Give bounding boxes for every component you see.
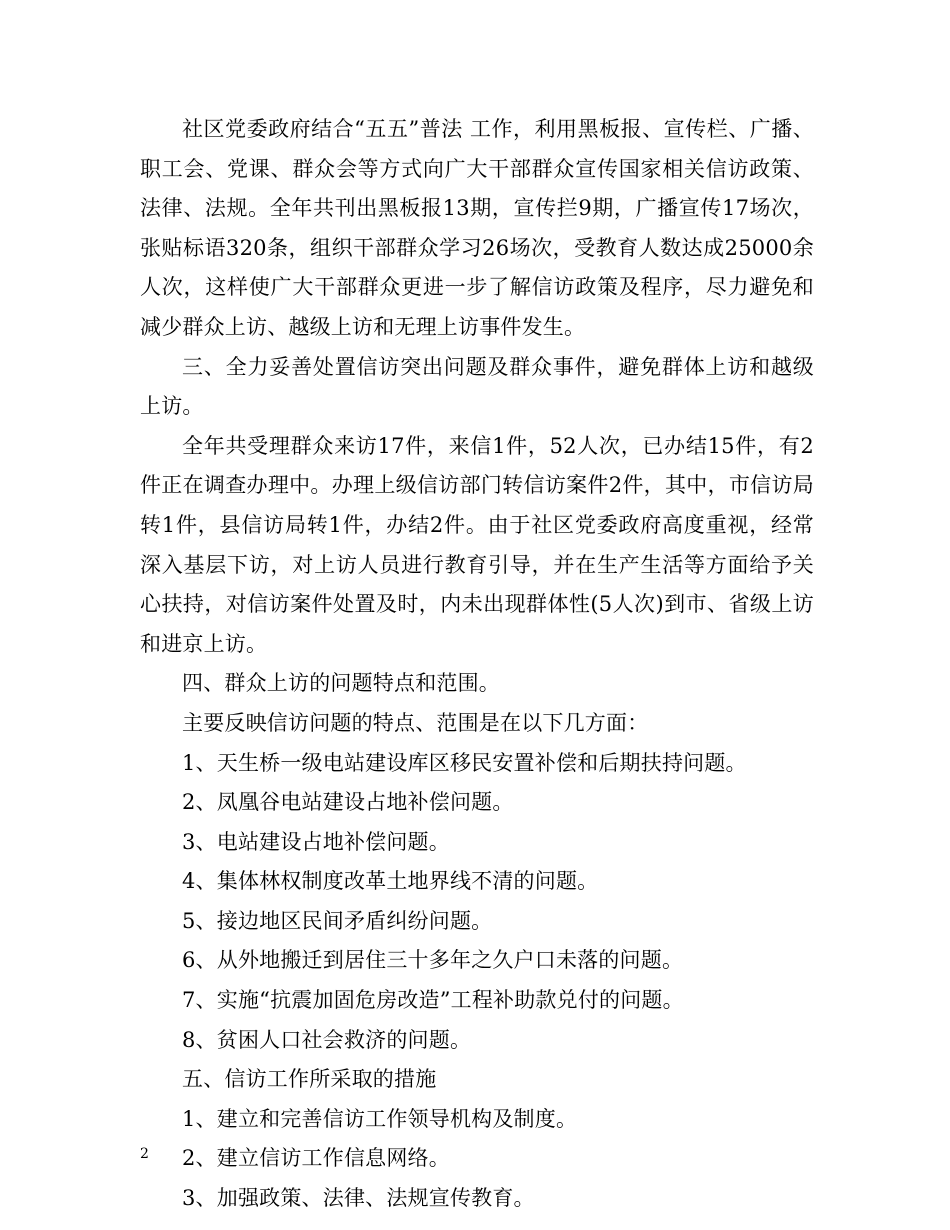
paragraph-publicity: 社区党委政府结合“五五”普法 工作，利用黑板报、宣传栏、广播、职工会、党课、群众会等方式向广大干部群众宣传国家相关信访政策、法律、法规。全年共刊出黑板报13期，宣传拦9期，广播宣传17场次，张贴标语320条，组织干部群众学习26场次，受教育人数达成25000余人次，这样使广大干部群众更进一步了解信访政策及程序，尽力避免和减少群众上访、越级上访和无理上访事件发生。 bbox=[140, 117, 814, 339]
list-item-measure-1: 1、建立和完善信访工作领导机构及制度。 bbox=[182, 1106, 578, 1131]
list-item-issue-3: 3、电站建设占地补偿问题。 bbox=[182, 829, 450, 854]
list-item-issue-8: 8、贫困人口社会救济的问题。 bbox=[182, 1027, 472, 1052]
list-item-measure-2: 2、建立信访工作信息网络。 bbox=[182, 1146, 450, 1171]
paragraph-issue-intro: 主要反映信访问题的特点、范围是在以下几方面： bbox=[182, 710, 649, 735]
list-item-issue-1: 1、天生桥一级电站建设库区移民安置补偿和后期扶持问题。 bbox=[182, 750, 747, 775]
list-item-issue-6: 6、从外地搬迁到居住三十多年之久户口未落的问题。 bbox=[182, 948, 684, 973]
list-item-issue-7: 7、实施“抗震加固危房改造”工程补助款兑付的问题。 bbox=[182, 988, 684, 1013]
list-item-issue-2: 2、凤凰谷电站建设占地补偿问题。 bbox=[182, 790, 514, 815]
heading-section-five: 五、信访工作所采取的措施 bbox=[182, 1067, 437, 1092]
list-item-issue-5: 5、接边地区民间矛盾纠纷问题。 bbox=[182, 908, 493, 933]
page-number: 2 bbox=[140, 1146, 149, 1162]
list-item-issue-4: 4、集体林权制度改革土地界线不清的问题。 bbox=[182, 869, 599, 894]
document-body bbox=[140, 110, 814, 1219]
paragraph-case-handling: 全年共受理群众来访17件，来信1件，52人次，已办结15件，有2件正在调查办理中。办理上级信访部门转信访案件2件，其中，市信访局转1件，县信访局转1件，办结2件。由于社区党委政府高度重视，经常深入基层下访，对上访人员进行教育引导，并在生产生活等方面给予关心扶持，对信访案件处置及时，内未出现群体性(5人次)到市、省级上访和进京上访。 bbox=[140, 433, 814, 656]
heading-section-three: 三、全力妥善处置信访突出问题及群众事件，避免群体上访和越级上访。 bbox=[140, 354, 814, 419]
list-item-measure-3: 3、加强政策、法律、法规宣传教育。 bbox=[182, 1186, 535, 1211]
heading-section-four: 四、群众上访的问题特点和范围。 bbox=[182, 671, 500, 696]
